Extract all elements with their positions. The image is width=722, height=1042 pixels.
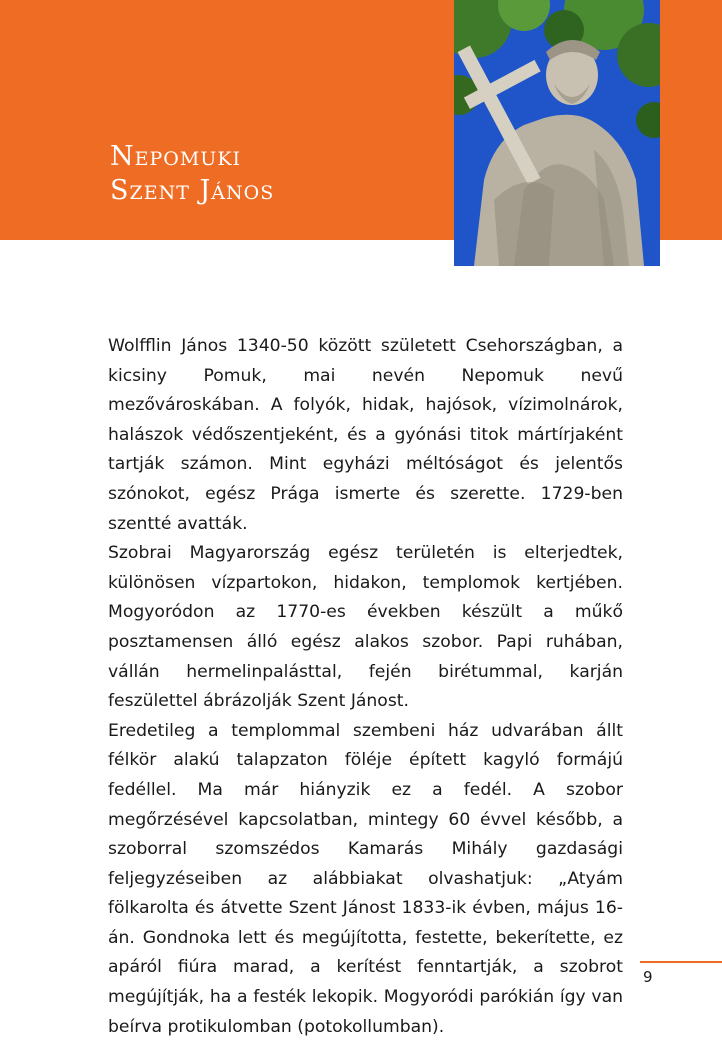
paragraph-3: Eredetileg a templommal szembeni ház udvarában állt félkör alakú talapzaton föléje épített kagyló formájú fedéllel. Ma már hiányzik ez a fedél. A szobor megőrzésével kapcsolatban, mintegy 60 évvel később, a szoborral szomszédos Kamarás Mihály gazdasági feljegyzéseiben az alábbiakat olvashatjuk: „Atyám fölkarolta és átvette Szent Jánost 1833-ik évben, május 16-án. Gondnoka lett és megújította, festette, bekerítette, ez apáról fiúra marad, a kerítést fenntartják, a szobrot megújítják, ha a festék lekopik. Mogyoródi parókián így van beírva protikulomban (potokollumban). [108, 720, 623, 1037]
paragraph-2: Szobrai Magyarország egész területén is elterjedtek, különösen vízpartokon, hidakon, templomok kertjében. Mogyoródon az 1770-es években készült a műkő posztamensen álló egész alakos szobor. Papi ruhában, vállán hermelinpalásttal, fején birétummal, karján feszülettel ábrázolják Szent Jánost. [108, 543, 623, 712]
page-title-line-2: Szent János [110, 175, 275, 206]
page-title [110, 140, 274, 208]
statue-photo [454, 0, 660, 266]
footer-rule [640, 961, 722, 963]
paragraph-1: Wolfflin János 1340-50 között született Csehországban, a kicsiny Pomuk, mai nevén Nepomuk nevű mezővároskában. A folyók, hidak, hajósok, vízimolnárok, halászok védőszentjeként, és a gyónási titok mártírjaként tartják számon. Mint egyházi méltóságot és jelentős szónokot, egész Prága ismerte és szerette. 1729-ben szentté avatták. [108, 336, 623, 534]
page-title-line-1: Nepomuki [110, 141, 242, 172]
statue-illustration [454, 0, 660, 266]
page-number: 9 [643, 968, 653, 986]
body-text [108, 332, 623, 1042]
